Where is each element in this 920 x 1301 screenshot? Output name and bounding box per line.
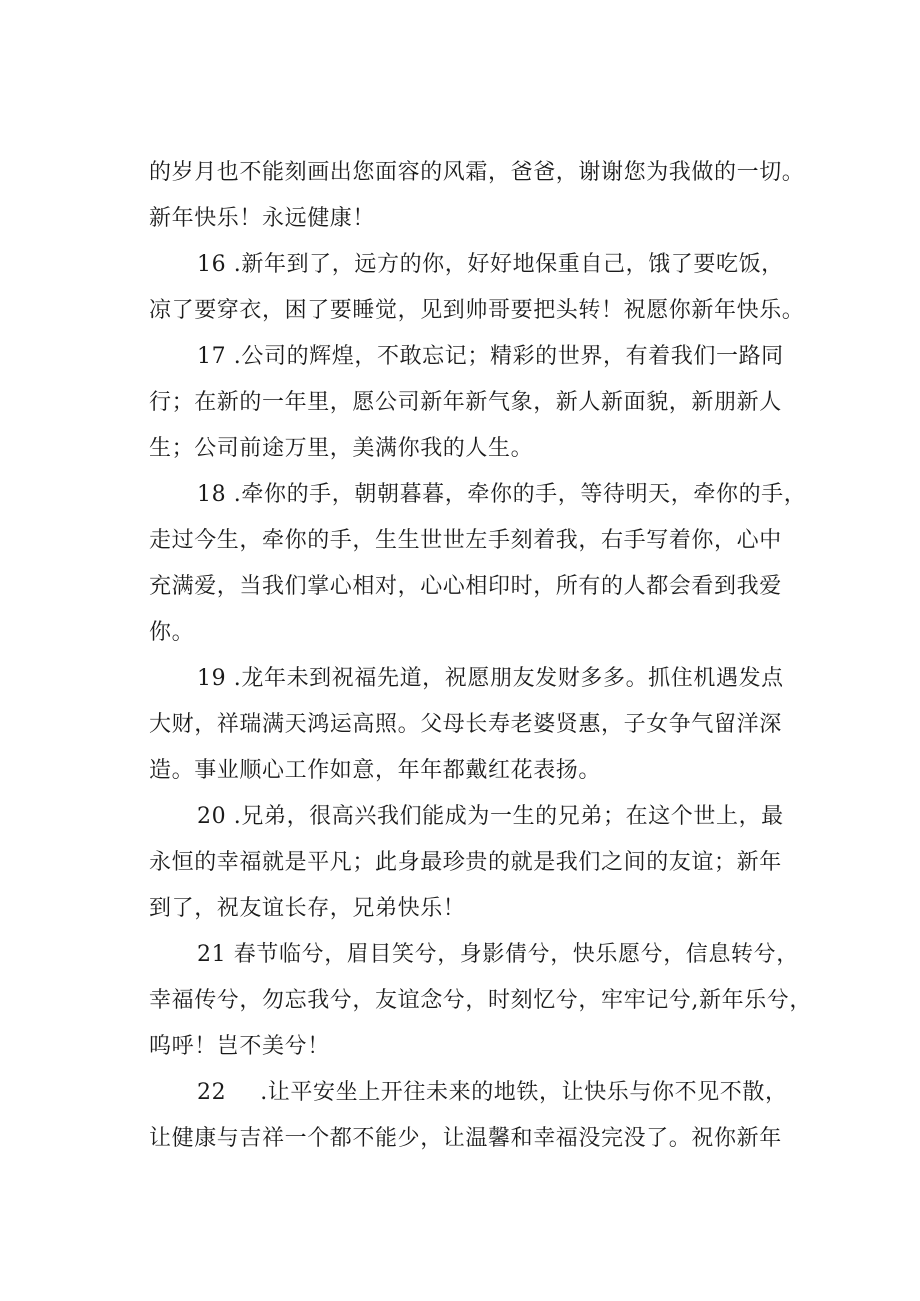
text-line: 新年快乐！永远健康！ [149, 206, 376, 231]
text-line: 永恒的幸福就是平凡；此身最珍贵的就是我们之间的友谊；新年 [149, 850, 782, 875]
paragraph-22-text: .让平安坐上开往未来的地铁，让快乐与你不见不散， [260, 1080, 788, 1105]
text-line: 的岁月也不能刻画出您面容的风霜，爸爸，谢谢您为我做的一切。 [149, 160, 805, 185]
paragraph-19-line: 19 .龙年未到祝福先道，祝愿朋友发财多多。抓住机遇发点 [197, 666, 784, 691]
paragraph-18-line: 18 .牵你的手，朝朝暮暮，牵你的手，等待明天，牵你的手， [197, 482, 807, 507]
text-line: 造。事业顺心工作如意，年年都戴红花表扬。 [149, 758, 602, 783]
paragraph-17-line: 17 .公司的辉煌，不敢忘记；精彩的世界，有着我们一路同 [197, 344, 784, 369]
text-line: 幸福传兮，勿忘我兮，友谊念兮，时刻忆兮，牢牢记兮,新年乐兮， [149, 988, 812, 1013]
paragraph-22-line [197, 1070, 788, 1116]
paragraph-16-line: 16 .新年到了，远方的你，好好地保重自己，饿了要吃饭， [197, 252, 784, 277]
text-line: 大财，祥瑞满天鸿运高照。父母长寿老婆贤惠，子女争气留洋深 [149, 712, 782, 737]
text-line: 充满爱，当我们掌心相对，心心相印时，所有的人都会看到我爱 [149, 574, 782, 599]
text-line: 到了，祝友谊长存，兄弟快乐！ [149, 896, 466, 921]
text-line: 凉了要穿衣，困了要睡觉，见到帅哥要把头转！祝愿你新年快乐。 [149, 298, 805, 323]
text-line: 呜呼！岂不美兮！ [149, 1034, 330, 1059]
text-line: 生；公司前途万里，美满你我的人生。 [149, 436, 534, 461]
text-line: 你。 [149, 620, 195, 645]
text-line: 行；在新的一年里，愿公司新年新气象，新人新面貌，新朋新人 [149, 390, 782, 415]
text-line: 让健康与吉祥一个都不能少，让温馨和幸福没完没了。祝你新年 [149, 1126, 782, 1151]
paragraph-number: 22 [197, 1080, 227, 1105]
paragraph-20-line: 20 .兄弟，很高兴我们能成为一生的兄弟；在这个世上，最 [197, 804, 784, 829]
text-line: 走过今生，牵你的手，生生世世左手刻着我，右手写着你，心中 [149, 528, 782, 553]
paragraph-21-line: 21 春节临兮，眉目笑兮，身影倩兮，快乐愿兮，信息转兮， [197, 942, 799, 967]
